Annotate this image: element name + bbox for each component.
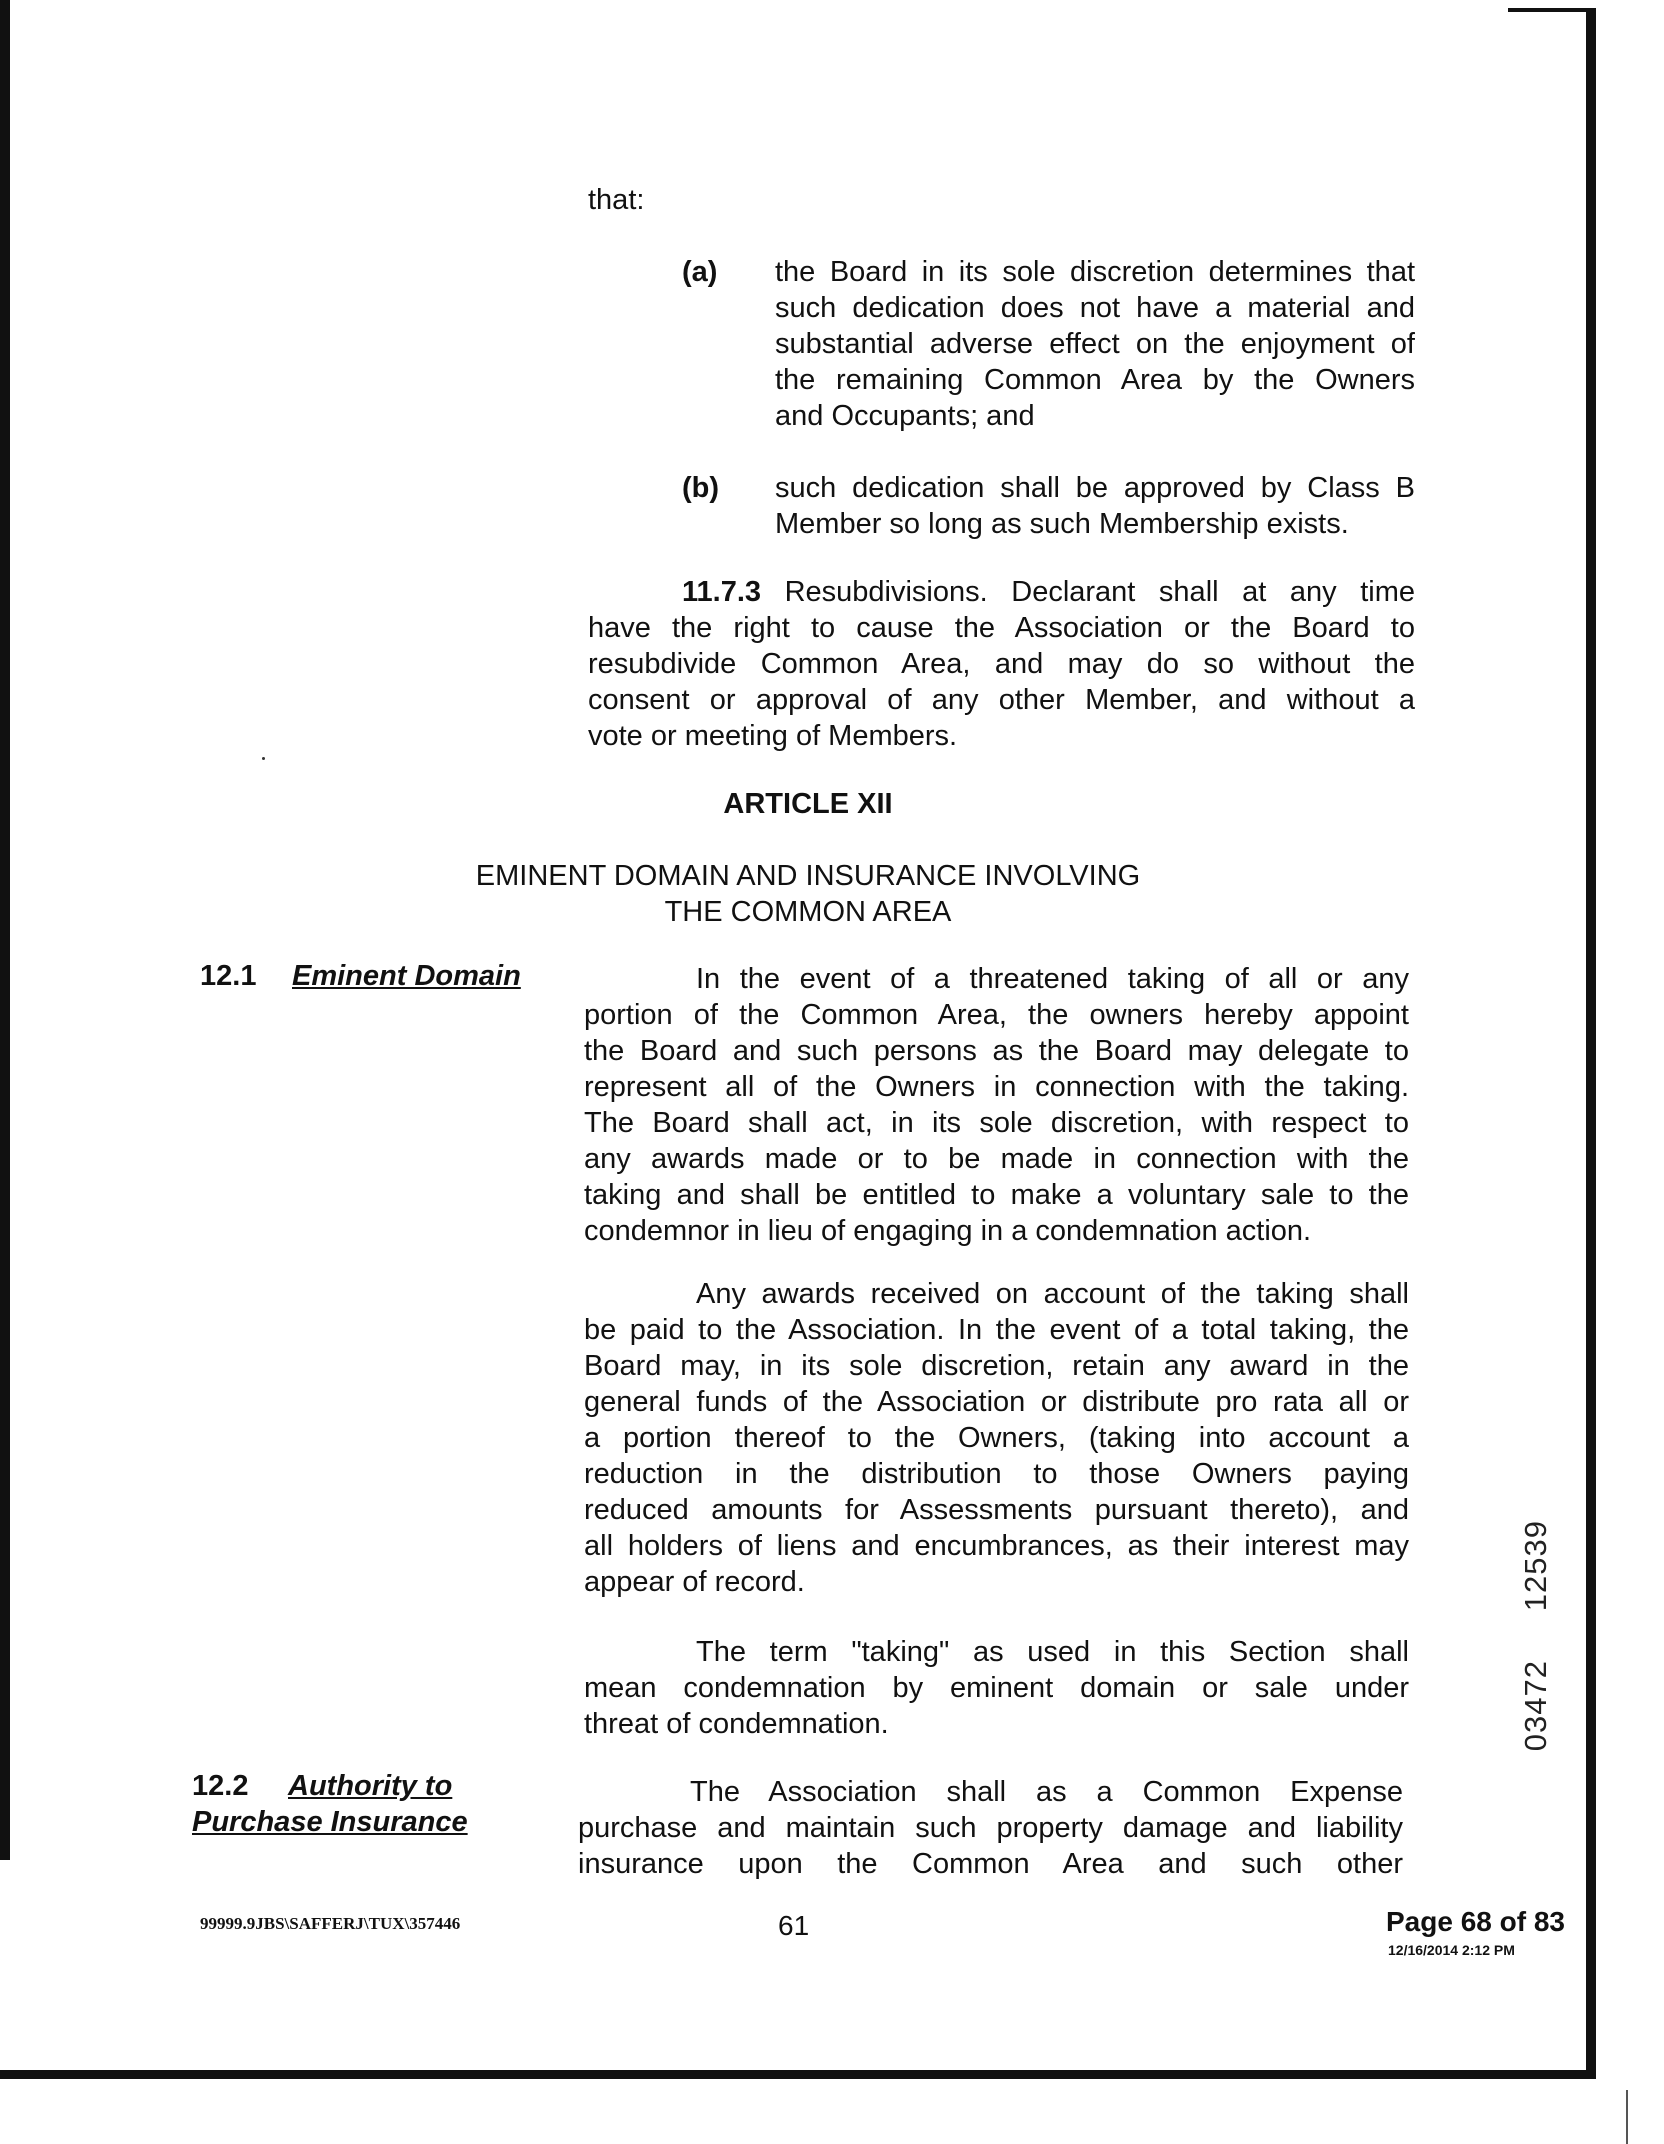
text-line: portion of the Common Area, the owners hereby appoint xyxy=(584,999,1409,1031)
text-line: The Board shall act, in its sole discretion, with respect to xyxy=(584,1107,1409,1139)
section-12-1-title: Eminent Domain xyxy=(292,960,521,992)
text-line: insurance upon the Common Area and such other xyxy=(578,1848,1403,1880)
text-line: Any awards received on account of the taking shall xyxy=(696,1278,1409,1310)
section-12-1-para1 xyxy=(584,961,1409,1249)
text-line: Board may, in its sole discretion, retain any award in the xyxy=(584,1350,1409,1382)
text-line: appear of record. xyxy=(584,1566,805,1598)
text-line: such dedication shall be approved by Class B xyxy=(775,472,1415,504)
text-line: and Occupants; and xyxy=(775,400,1035,432)
article-number: ARTICLE XII xyxy=(723,788,893,820)
text-line: all holders of liens and encumbrances, as their interest may xyxy=(584,1530,1409,1562)
section-12-1-number: 12.1 xyxy=(200,960,257,992)
text-line: vote or meeting of Members. xyxy=(588,720,958,752)
section-12-1-para2 xyxy=(584,1276,1409,1600)
text-line: a portion thereof to the Owners, (taking into account a xyxy=(584,1422,1409,1454)
article-title-line2: THE COMMON AREA xyxy=(664,896,952,928)
article-title-line1: EMINENT DOMAIN AND INSURANCE INVOLVING xyxy=(475,860,1141,892)
text-line: The term "taking" as used in this Section shall xyxy=(696,1636,1409,1668)
text-line: consent or approval of any other Member, and without a xyxy=(588,684,1415,716)
recording-stamp-lower: 03472 xyxy=(1518,1660,1553,1752)
item-b-label: (b) xyxy=(682,472,720,504)
text-line: substantial adverse effect on the enjoyment of xyxy=(775,328,1415,360)
section-12-2-title-line1: Authority to xyxy=(288,1770,453,1802)
item-a-text xyxy=(775,254,1415,434)
text-line: any awards made or to be made in connection with the xyxy=(584,1143,1409,1175)
item-b-text xyxy=(775,470,1415,542)
text-line: be paid to the Association. In the event of a total taking, the xyxy=(584,1314,1409,1346)
text-line: 11.7.3 Resubdivisions. Declarant shall at any time xyxy=(682,576,1415,608)
text-line: In the event of a threatened taking of all or any xyxy=(696,963,1409,995)
text-line: the Board and such persons as the Board may delegate to xyxy=(584,1035,1409,1067)
text-line: taking and shall be entitled to make a voluntary sale to the xyxy=(584,1179,1409,1211)
section-12-2-number: 12.2 xyxy=(192,1770,249,1802)
text-line: the Board in its sole discretion determines that xyxy=(775,256,1415,288)
resubdivisions-paragraph xyxy=(588,574,1415,754)
footer-page-of: Page 68 of 83 xyxy=(1386,1906,1565,1937)
section-12-2-para1 xyxy=(578,1774,1403,1882)
scan-mark xyxy=(1626,2090,1628,2144)
text-line: The Association shall as a Common Expense xyxy=(690,1776,1403,1808)
text-line: general funds of the Association or distribute pro rata all or xyxy=(584,1386,1409,1418)
item-a-label: (a) xyxy=(682,256,718,288)
recording-stamp-upper: 12539 xyxy=(1518,1520,1553,1612)
scan-border-left xyxy=(0,0,10,1860)
text-line: mean condemnation by eminent domain or sale under xyxy=(584,1672,1409,1704)
footer-doc-id: 99999.9JBS\SAFFERJ\TUX\357446 xyxy=(200,1914,461,1933)
text-line: the remaining Common Area by the Owners xyxy=(775,364,1415,396)
text-line: reduced amounts for Assessments pursuant thereto), and xyxy=(584,1494,1409,1526)
scan-speck xyxy=(262,757,265,760)
scan-border-right xyxy=(1586,8,1596,2078)
footer-timestamp: 12/16/2014 2:12 PM xyxy=(1388,1942,1515,1958)
text-line: reduction in the distribution to those Owners paying xyxy=(584,1458,1409,1490)
intro-text: that: xyxy=(588,184,645,216)
text-line: threat of condemnation. xyxy=(584,1708,889,1740)
scan-border-top xyxy=(1508,8,1596,12)
scan-border-bottom xyxy=(0,2070,1596,2079)
text-line: such dedication does not have a material and xyxy=(775,292,1415,324)
text-line: resubdivide Common Area, and may do so without the xyxy=(588,648,1415,680)
resubdivisions-number: 11.7.3 xyxy=(682,576,762,608)
text-line: purchase and maintain such property damage and liability xyxy=(578,1812,1403,1844)
text-line: represent all of the Owners in connection with the taking. xyxy=(584,1071,1409,1103)
text-line: have the right to cause the Association or the Board to xyxy=(588,612,1415,644)
section-12-2-title-line2: Purchase Insurance xyxy=(192,1806,468,1838)
footer-page-number: 61 xyxy=(778,1910,810,1941)
text-line: Member so long as such Membership exists. xyxy=(775,508,1349,540)
text-line: condemnor in lieu of engaging in a condemnation action. xyxy=(584,1215,1312,1247)
section-12-1-para3 xyxy=(584,1634,1409,1742)
